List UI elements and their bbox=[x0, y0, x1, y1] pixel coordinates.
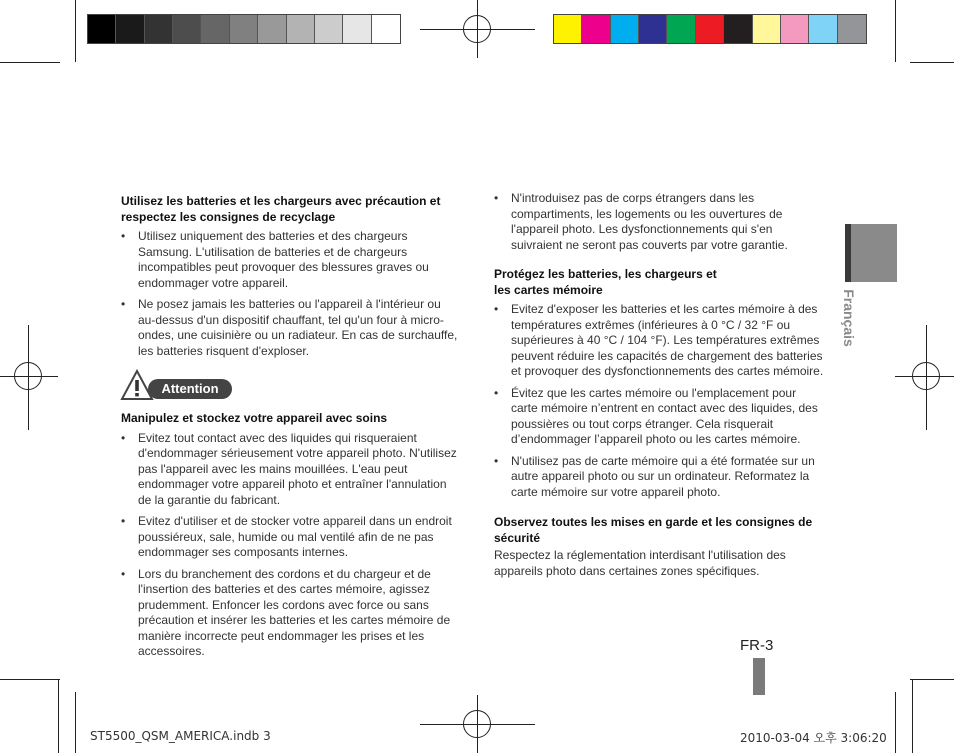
section-protect bbox=[494, 267, 824, 506]
language-label-text: Français bbox=[841, 289, 857, 347]
color-swatch bbox=[145, 15, 173, 43]
list-item: • Ne posez jamais les batteries ou l'appareil à l'intérieur ou au-dessus d'un dispositif chauffant, tel qu'un four à micro-ondes, une cuisinière ou un radiateur. En cas de surchauffe, les batteries risquent d'exploser. bbox=[121, 297, 461, 359]
page-number-bar bbox=[753, 658, 765, 695]
list-item: • Evitez d'exposer les batteries et les cartes mémoire à des températures extrêmes (inférieures à 0 °C / 32 °F ou supérieures à 40 °C / 104 °F). Les températures extrêmes peuvent réduire les capacités de chargement des batteries et provoquer des dysfonctionnements des cartes mémoire. bbox=[494, 302, 824, 380]
color-swatch bbox=[173, 15, 201, 43]
section-heading: Utilisez les batteries et les chargeurs avec précaution et respectez les consignes de recyclage bbox=[121, 194, 441, 224]
color-swatch bbox=[116, 15, 144, 43]
color-swatch bbox=[753, 15, 781, 43]
color-swatch bbox=[809, 15, 837, 43]
list-item: • Lors du branchement des cordons et du chargeur et de l'insertion des batteries et des cartes mémoire, agissez prudemment. Enfoncer les cordons avec force ou sans précaution et insérer les batteries et les cartes mémoire de manière incorrecte peut endommager les prises et les accessoires. bbox=[121, 567, 461, 660]
color-swatch bbox=[667, 15, 695, 43]
list-item: • Utilisez uniquement des batteries et des chargeurs Samsung. L'utilisation de batteries et de chargeurs incompatibles peut provoquer des blessures graves ou endommager votre appareil. bbox=[121, 229, 461, 291]
color-swatch bbox=[696, 15, 724, 43]
section-heading: Observez toutes les mises en garde et les consignes de sécurité bbox=[494, 515, 813, 545]
language-tab bbox=[845, 224, 897, 282]
page-number: FR-3 bbox=[740, 637, 774, 654]
color-swatch bbox=[343, 15, 371, 43]
section-heading: Protégez les batteries, les chargeurs et les cartes mémoire bbox=[494, 267, 717, 297]
section-safety bbox=[494, 515, 829, 579]
footer-timestamp: 2010-03-04 오후 3:06:20 bbox=[740, 731, 887, 745]
bullet-list bbox=[494, 191, 824, 253]
list-item: • Evitez d'utiliser et de stocker votre appareil dans un endroit poussiéreux, sale, humide ou mal ventilé afin de ne pas endommager ses composants internes. bbox=[121, 514, 461, 561]
color-swatch bbox=[287, 15, 315, 43]
language-tab-accent bbox=[845, 224, 851, 282]
color-swatch bbox=[781, 15, 809, 43]
list-item: • N'utilisez pas de carte mémoire qui a été formatée sur un autre appareil photo ou sur un ordinateur. Reformatez la carte mémoire sur votre appareil photo. bbox=[494, 454, 824, 501]
section-heading: Manipulez et stockez votre appareil avec soins bbox=[121, 411, 388, 425]
bullet-list bbox=[121, 431, 461, 660]
language-label bbox=[836, 283, 862, 353]
color-swatch bbox=[611, 15, 639, 43]
right-intro bbox=[494, 191, 824, 259]
color-swatch bbox=[230, 15, 258, 43]
color-swatch bbox=[724, 15, 752, 43]
attention-label: Attention bbox=[148, 379, 232, 399]
list-item: • Évitez que les cartes mémoire ou l'emplacement pour carte mémoire n’entrent en contact avec des liquides, des poussières ou tout corps étranger. Cela risquerait d’endommager l’appareil photo ou les cartes mémoire. bbox=[494, 386, 824, 448]
section-handling bbox=[121, 411, 461, 666]
list-item: • N'introduisez pas de corps étrangers dans les compartiments, les logements ou les ouvertures de l'appareil photo. Les dysfonctionnements qui s'en suivraient ne seront pas couverts par votre garantie. bbox=[494, 191, 824, 253]
bullet-list bbox=[121, 229, 461, 359]
section-battery-care bbox=[121, 194, 461, 365]
color-swatch bbox=[258, 15, 286, 43]
color-swatch-bar bbox=[553, 14, 867, 44]
color-swatch bbox=[838, 15, 866, 43]
color-swatch bbox=[639, 15, 667, 43]
attention-badge bbox=[120, 369, 235, 402]
color-swatch bbox=[315, 15, 343, 43]
section-body: Respectez la réglementation interdisant l'utilisation des appareils photo dans certaines zones spécifiques. bbox=[494, 548, 786, 578]
color-swatch bbox=[372, 15, 400, 43]
color-swatch bbox=[582, 15, 610, 43]
color-swatch bbox=[88, 15, 116, 43]
color-swatch bbox=[201, 15, 229, 43]
bullet-list bbox=[494, 302, 824, 500]
color-swatch bbox=[554, 15, 582, 43]
footer-file: ST5500_QSM_AMERICA.indb 3 bbox=[90, 729, 271, 743]
list-item: • Evitez tout contact avec des liquides qui risqueraient d'endommager sérieusement votre appareil photo. N'utilisez pas l'appareil avec les mains mouillées. L'eau peut endommager votre appareil photo et entraîner l'annulation de la garantie du fabricant. bbox=[121, 431, 461, 509]
grayscale-swatch-bar bbox=[87, 14, 401, 44]
